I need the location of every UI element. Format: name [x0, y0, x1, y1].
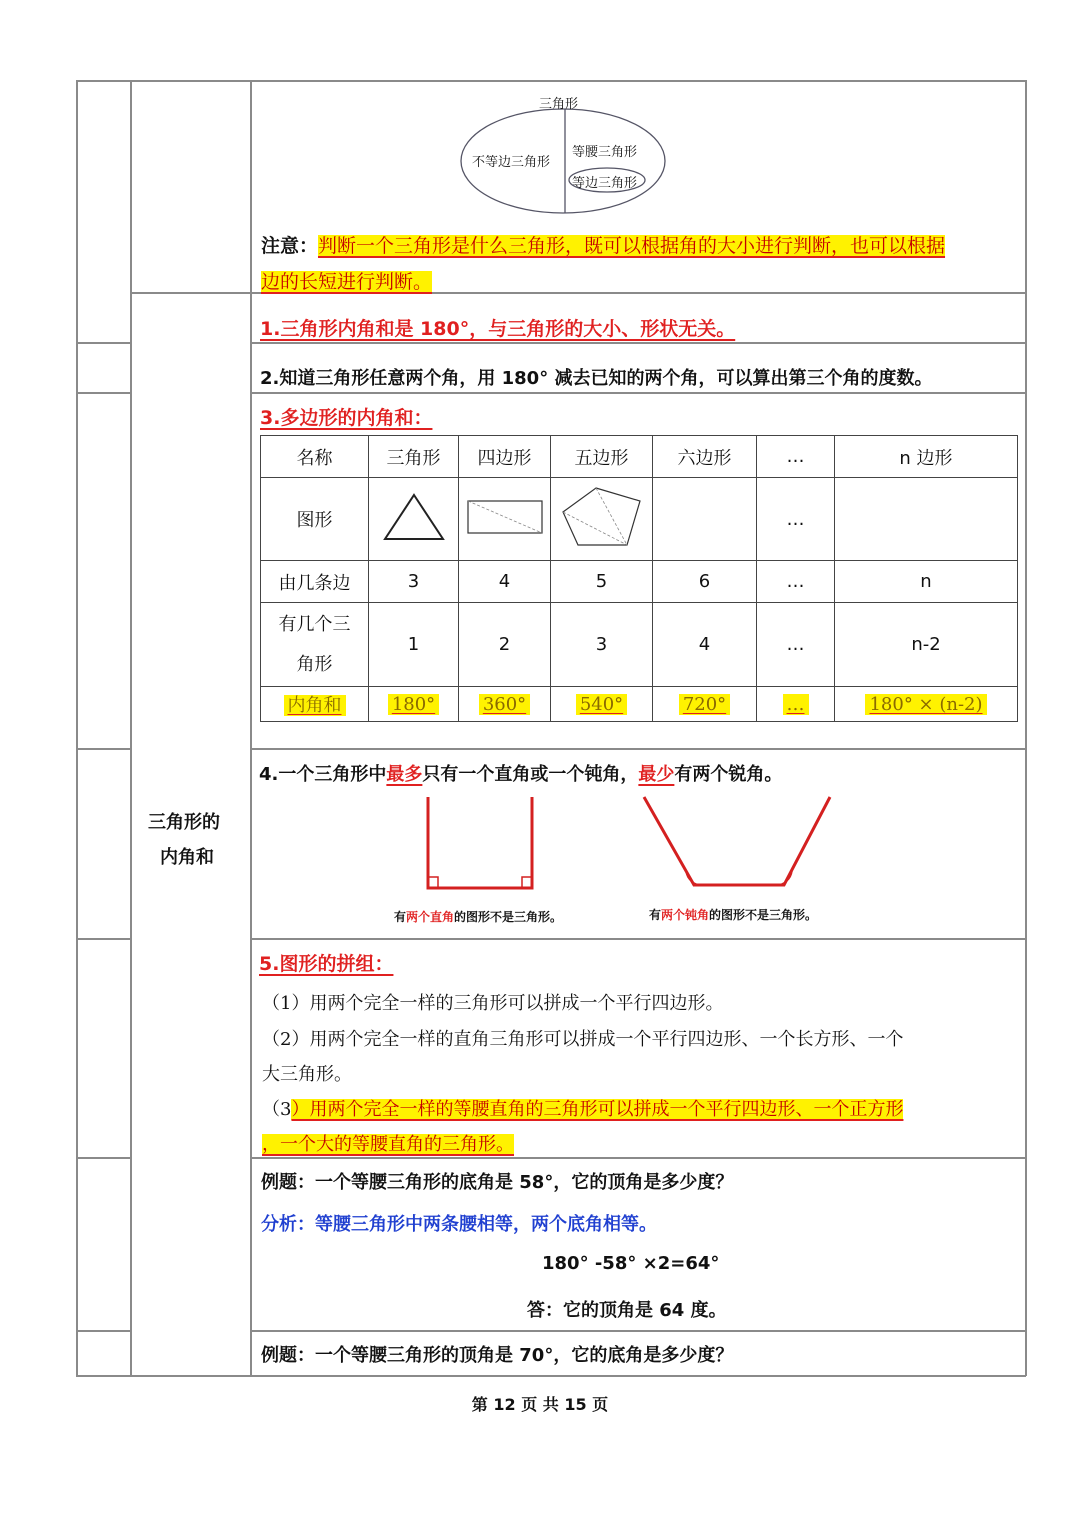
- two-right-angles-figure: [420, 793, 545, 893]
- caption-right-b: 的图形不是三角形。: [709, 908, 818, 922]
- two-obtuse-angles-figure: [638, 793, 838, 893]
- note-text-1: 判断一个三角形是什么三角形，既可以根据角的大小进行判断，也可以根据: [318, 235, 946, 257]
- point-4-least: 最少: [638, 764, 675, 785]
- triangle-shape-cell: [369, 478, 459, 561]
- table-header: 名称: [261, 436, 369, 478]
- table-header-row: [261, 436, 1018, 478]
- angle-sum-label-cell: [261, 687, 369, 722]
- point-4-middle: 只有一个直角或一个钝角，: [422, 764, 639, 785]
- quadrilateral-shape-cell: [459, 478, 551, 561]
- frame-col1: [130, 80, 132, 1376]
- triangles-value: n-2: [835, 603, 1018, 687]
- table-header: 四边形: [459, 436, 551, 478]
- venn-inner-label: 等边三角形: [572, 176, 638, 191]
- angle-sum-cell: [757, 687, 835, 722]
- triangles-value: 1: [369, 603, 459, 687]
- row-sep: [76, 1157, 132, 1159]
- angle-sum-value: 360°: [479, 694, 530, 715]
- angle-sum-value: 720°: [679, 694, 730, 715]
- point-4-prefix: 4.一个三角形中: [259, 764, 387, 785]
- row-sep: [250, 1330, 1026, 1332]
- table-header: 六边形: [653, 436, 757, 478]
- point-4: [259, 760, 782, 786]
- hexagon-shape-cell: [653, 478, 757, 561]
- frame-col2: [250, 80, 252, 1376]
- triangle-shape: [381, 491, 447, 543]
- table-row: [261, 603, 1018, 687]
- point-5-item-3-line2: [262, 1130, 514, 1156]
- frame-bottom: [76, 1375, 1026, 1377]
- point-5-item-3-prefix: （3: [262, 1099, 292, 1120]
- triangles-label-line2: 角形: [296, 653, 333, 675]
- example-1-calc: 180° -58° ×2=64°: [542, 1253, 720, 1274]
- angle-sum-value: 180° × (n-2): [865, 694, 986, 715]
- caption-left-a: 有: [394, 910, 407, 924]
- caption-left: [394, 908, 562, 925]
- note-text-2: 边的长短进行判断。: [261, 271, 433, 293]
- pentagon-shape-cell: [551, 478, 653, 561]
- triangles-value: 2: [459, 603, 551, 687]
- example-1-question: 例题：一个等腰三角形的底角是 58°，它的顶角是多少度？: [261, 1172, 734, 1193]
- angle-sum-cell: [653, 687, 757, 722]
- sides-value: 5: [551, 561, 653, 603]
- sides-value: n: [835, 561, 1018, 603]
- sides-value: …: [757, 561, 835, 603]
- table-row: [261, 561, 1018, 603]
- table-header: n 边形: [835, 436, 1018, 478]
- sides-value: 4: [459, 561, 551, 603]
- angle-sum-cell: [835, 687, 1018, 722]
- quadrilateral-shape: [465, 497, 545, 537]
- example-1-analysis: 分析：等腰三角形中两条腰相等，两个底角相等。: [261, 1214, 657, 1235]
- n-gon-shape-cell: [835, 478, 1018, 561]
- page-footer: 第 12 页 共 15 页: [471, 1395, 609, 1414]
- note-line1: [261, 231, 945, 258]
- table-row: [261, 687, 1018, 722]
- sides-label: 由几条边: [261, 561, 369, 603]
- angle-sum-value: …: [783, 694, 809, 715]
- angle-sum-value: 180°: [388, 694, 439, 715]
- table-header: …: [757, 436, 835, 478]
- table-header: 三角形: [369, 436, 459, 478]
- shape-row-label: 图形: [261, 478, 369, 561]
- angle-sum-label: 内角和: [284, 695, 346, 716]
- row-sep: [76, 748, 132, 750]
- row-sep: [250, 342, 1026, 344]
- point-5-title: 5.图形的拼组：: [259, 953, 394, 975]
- sides-value: 6: [653, 561, 757, 603]
- point-4-most: 最多: [386, 764, 423, 785]
- note-prefix: 注意：: [261, 235, 319, 257]
- point-5-item-3-text-2: ，一个大的等腰直角的三角形。: [262, 1134, 514, 1155]
- frame-left: [76, 80, 78, 1376]
- point-5-item-3-line1: [262, 1095, 903, 1121]
- angle-sum-cell: [551, 687, 653, 722]
- point-2: 2.知道三角形任意两个角，用 180° 减去已知的两个角，可以算出第三个角的度数。: [260, 368, 933, 389]
- triangles-value: 4: [653, 603, 757, 687]
- note-line2: [261, 267, 432, 294]
- angle-sum-value: 540°: [576, 694, 627, 715]
- example-1-answer: 答：它的顶角是 64 度。: [527, 1300, 727, 1321]
- polygon-table: [260, 435, 1017, 721]
- point-5-item-2-line2: 大三角形。: [262, 1064, 352, 1085]
- triangles-label: [261, 603, 369, 687]
- frame-right: [1025, 80, 1027, 1376]
- triangles-value: 3: [551, 603, 653, 687]
- point-5-item-1: （1）用两个完全一样的三角形可以拼成一个平行四边形。: [262, 993, 724, 1014]
- caption-left-b: 的图形不是三角形。: [454, 910, 563, 924]
- triangles-value: …: [757, 603, 835, 687]
- venn-diagram: [455, 88, 675, 218]
- table-row: [261, 478, 1018, 561]
- caption-left-red: 两个直角: [406, 910, 455, 924]
- shape-row-ellipsis: …: [757, 478, 835, 561]
- row-sep: [250, 748, 1026, 750]
- angle-sum-cell: [369, 687, 459, 722]
- table-header: 五边形: [551, 436, 653, 478]
- point-5-item-2-line1: （2）用两个完全一样的直角三角形可以拼成一个平行四边形、一个长方形、一个: [262, 1029, 904, 1050]
- section-label-line2: 内角和: [160, 847, 214, 868]
- row-sep: [250, 938, 1026, 940]
- row-sep: [250, 392, 1026, 394]
- example-2-question: 例题：一个等腰三角形的顶角是 70°，它的底角是多少度？: [261, 1345, 734, 1366]
- point-5-item-3-text-1: ）用两个完全一样的等腰直角的三角形可以拼成一个平行四边形、一个正方形: [291, 1099, 904, 1120]
- frame-top: [76, 80, 1026, 82]
- point-4-suffix: 有两个锐角。: [674, 764, 783, 785]
- row-sep: [76, 938, 132, 940]
- pentagon-shape: [560, 485, 644, 549]
- point-1: 1.三角形内角和是 180°，与三角形的大小、形状无关。: [260, 318, 736, 340]
- venn-left-label: 不等边三角形: [472, 155, 551, 170]
- row-sep: [76, 1330, 132, 1332]
- caption-right-a: 有: [649, 908, 662, 922]
- row-sep: [250, 1157, 1026, 1159]
- caption-right-red: 两个钝角: [661, 908, 710, 922]
- point-3-title: 3.多边形的内角和：: [260, 407, 433, 429]
- venn-right-label: 等腰三角形: [572, 145, 638, 160]
- venn-title: 三角形: [539, 97, 579, 112]
- sides-value: 3: [369, 561, 459, 603]
- section-label-line1: 三角形的: [148, 812, 220, 833]
- row-sep: [76, 392, 132, 394]
- angle-sum-cell: [459, 687, 551, 722]
- row-sep: [76, 342, 132, 344]
- triangles-label-line1: 有几个三: [278, 613, 351, 635]
- caption-right: [649, 906, 817, 923]
